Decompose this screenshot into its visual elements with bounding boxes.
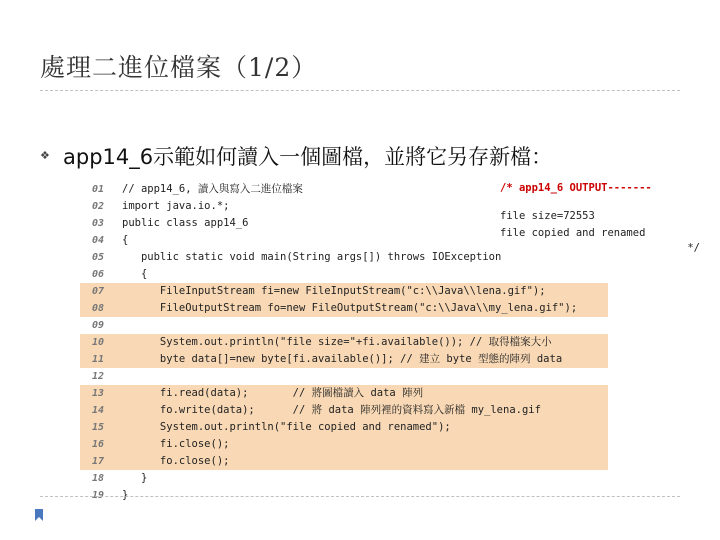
code-text: import java.io.*; xyxy=(122,200,230,212)
line-number: 13 xyxy=(91,388,104,399)
code-text: System.out.println("file copied and renamed"); xyxy=(122,421,451,433)
line-number: 07 xyxy=(91,286,104,297)
code-text: public static void main(String args[]) throws IOException xyxy=(122,251,502,263)
code-text: FileInputStream fi=new FileInputStream("c:\\Java\\lena.gif"); xyxy=(122,285,546,297)
code-text: { xyxy=(122,268,148,280)
line-number: 10 xyxy=(91,337,104,348)
code-text: byte data[]=new byte[fi.available()]; // 建立 byte 型態的陣列 data xyxy=(122,353,563,365)
line-number: 03 xyxy=(91,218,104,229)
line-number: 12 xyxy=(91,371,104,382)
program-output xyxy=(500,180,700,260)
bookmark-icon[interactable] xyxy=(34,508,44,522)
line-number: 14 xyxy=(91,405,104,416)
slide-subtitle: app14_6示範如何讀入一個圖檔，並將它另存新檔： xyxy=(63,145,553,169)
code-text: System.out.println("file size="+fi.available()); // 取得檔案大小 xyxy=(122,336,552,348)
output-line: file copied and renamed xyxy=(500,227,646,239)
output-end: */ xyxy=(687,242,700,254)
code-text: fo.write(data); // 將 data 陣列裡的資料寫入新檔 my_lena.gif xyxy=(122,404,541,416)
code-text: fo.close(); xyxy=(122,455,230,467)
code-text: // app14_6, 讀入與寫入二進位檔案 xyxy=(122,183,303,195)
output-header: /* app14_6 OUTPUT------- xyxy=(500,182,652,194)
line-number: 17 xyxy=(91,456,104,467)
output-line: file size=72553 xyxy=(500,210,595,222)
code-text: public class app14_6 xyxy=(122,217,249,229)
code-text: fi.read(data); // 將圖檔讀入 data 陣列 xyxy=(122,387,424,399)
line-number: 06 xyxy=(91,269,104,280)
line-number: 18 xyxy=(91,473,104,484)
code-text: } xyxy=(122,489,129,501)
title-divider xyxy=(40,90,680,91)
line-number: 11 xyxy=(91,354,104,365)
code-text: } xyxy=(122,472,148,484)
line-number: 19 xyxy=(91,490,104,501)
line-number: 04 xyxy=(91,235,104,246)
line-number: 05 xyxy=(91,252,104,263)
bullet-icon: ❖ xyxy=(40,149,50,162)
footer-divider xyxy=(40,496,680,497)
line-number: 15 xyxy=(91,422,104,433)
line-number: 09 xyxy=(91,320,104,331)
code-text: fi.close(); xyxy=(122,438,230,450)
line-number: 02 xyxy=(91,201,104,212)
code-text: { xyxy=(122,234,129,246)
code-text: FileOutputStream fo=new FileOutputStream("c:\\Java\\my_lena.gif"); xyxy=(122,302,578,314)
line-number: 01 xyxy=(91,184,104,195)
slide-title: 處理二進位檔案（1/2） xyxy=(40,53,318,82)
line-number: 16 xyxy=(91,439,104,450)
line-number: 08 xyxy=(91,303,104,314)
